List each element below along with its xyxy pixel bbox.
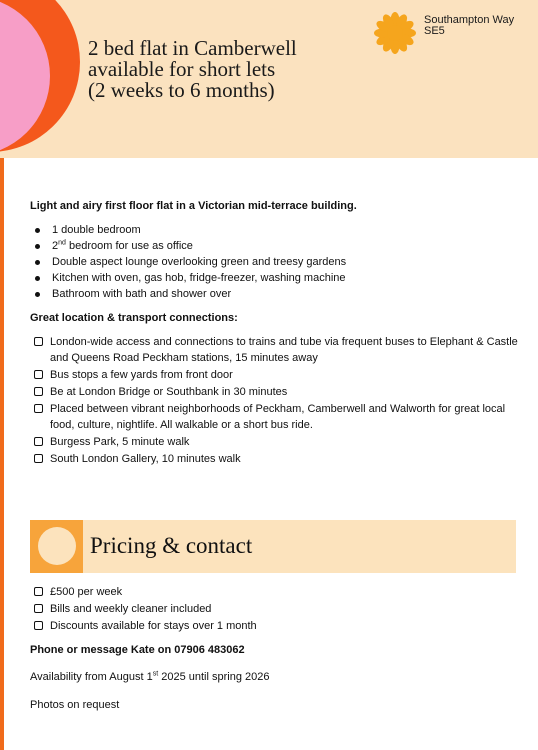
- location-street: Southampton Way: [424, 14, 515, 26]
- checkbox-icon: [34, 604, 43, 613]
- checkbox-icon: [34, 621, 43, 630]
- checkbox-icon: [34, 337, 43, 346]
- pricing-banner: [30, 520, 516, 573]
- header-banner: [0, 0, 538, 158]
- list-item: Discounts available for stays over 1 month: [30, 618, 520, 634]
- circle-icon: [38, 527, 76, 565]
- flower-icon: [374, 12, 416, 54]
- contact-phone: Phone or message Kate on 07906 483062: [30, 644, 245, 656]
- pricing-title: Pricing & contact: [90, 533, 253, 558]
- list-item: South London Gallery, 10 minutes walk: [30, 451, 520, 467]
- title-line-2: available for short lets: [88, 57, 276, 81]
- list-item: Burgess Park, 5 minute walk: [30, 434, 520, 450]
- page-title: [88, 38, 297, 101]
- checkbox-icon: [34, 370, 43, 379]
- main-content: [30, 198, 520, 468]
- pricing-items: [30, 584, 520, 634]
- list-item: Placed between vibrant neighborhoods of Peckham, Camberwell and Walworth for great local food, culture, nightlife. All walkable or a short bus ride.: [30, 401, 520, 433]
- location-postcode: SE5: [424, 25, 445, 37]
- list-item: 1 double bedroom: [30, 222, 520, 238]
- list-item: £500 per week: [30, 584, 520, 600]
- list-item: Be at London Bridge or Southbank in 30 minutes: [30, 384, 520, 400]
- intro-text: Light and airy first floor flat in a Victorian mid-terrace building.: [30, 200, 357, 212]
- list-item: Bills and weekly cleaner included: [30, 601, 520, 617]
- photos-note: Photos on request: [30, 699, 120, 711]
- pricing-square: [30, 520, 83, 573]
- checkbox-icon: [34, 437, 43, 446]
- list-item: Double aspect lounge overlooking green and treesy gardens: [30, 254, 520, 270]
- title-line-3: (2 weeks to 6 months): [88, 78, 275, 102]
- checkbox-icon: [34, 387, 43, 396]
- list-item: Bathroom with bath and shower over: [30, 286, 520, 302]
- location-heading: Great location & transport connections:: [30, 312, 238, 324]
- availability-text: Availability from August 1st 2025 until spring 2026: [30, 670, 270, 683]
- left-accent-line: [0, 158, 4, 750]
- list-item: Kitchen with oven, gas hob, fridge-freezer, washing machine: [30, 270, 520, 286]
- list-item: Bus stops a few yards from front door: [30, 367, 520, 383]
- location-label: [424, 15, 514, 37]
- checkbox-icon: [34, 587, 43, 596]
- list-item: 2nd bedroom for use as office: [30, 238, 520, 254]
- title-line-1: 2 bed flat in Camberwell: [88, 36, 297, 60]
- location-list: [30, 334, 520, 467]
- list-item: London-wide access and connections to trains and tube via frequent buses to Elephant & Castle and Queens Road Peckham stations, 15 minutes away: [30, 334, 520, 366]
- features-list: [30, 222, 520, 302]
- pricing-list: [30, 584, 520, 635]
- checkbox-icon: [34, 454, 43, 463]
- checkbox-icon: [34, 404, 43, 413]
